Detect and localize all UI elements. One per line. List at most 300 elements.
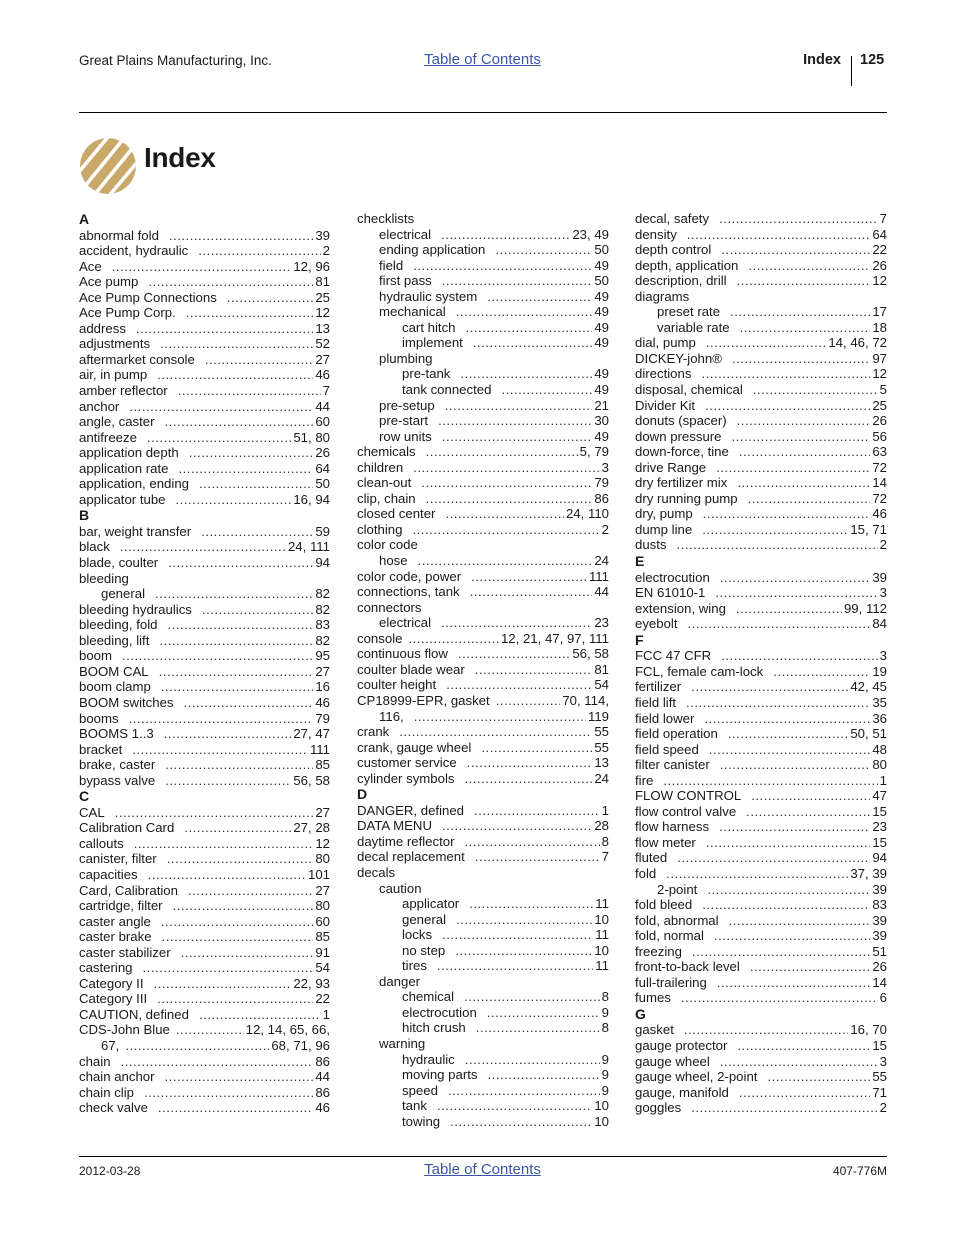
index-entry xyxy=(357,615,609,631)
index-entry xyxy=(357,974,609,990)
index-entry xyxy=(357,537,609,553)
index-entry-term: fluted xyxy=(635,850,668,866)
index-entry xyxy=(79,602,330,618)
leader-dots xyxy=(739,444,871,460)
index-letter-heading: B xyxy=(79,507,90,524)
index-entry-pages: 82 xyxy=(315,601,330,617)
index-entry-term: color code xyxy=(357,537,418,553)
index-entry-term: FCL, female cam-lock xyxy=(635,663,764,679)
index-entry xyxy=(357,522,609,538)
index-entry xyxy=(357,1083,609,1099)
index-entry-term: no step xyxy=(402,942,446,958)
index-entry-pages: 44 xyxy=(315,1069,330,1085)
leader-dots xyxy=(469,896,593,912)
leader-dots xyxy=(178,383,321,399)
index-entry xyxy=(79,898,330,914)
leader-dots xyxy=(165,773,291,789)
index-entry-term: check valve xyxy=(79,1100,148,1116)
index-entry xyxy=(79,617,330,633)
leader-dots xyxy=(158,1100,313,1116)
index-entry xyxy=(79,695,330,711)
leader-dots xyxy=(704,711,870,727)
index-entry xyxy=(79,321,330,337)
index-entry xyxy=(79,976,330,992)
leader-dots xyxy=(739,1085,870,1101)
index-entry-pages: 80 xyxy=(315,851,330,867)
index-entry-term: fold xyxy=(635,865,657,881)
index-entry-term: BOOM switches xyxy=(79,694,174,710)
leader-dots xyxy=(445,506,564,522)
index-entry xyxy=(79,836,330,852)
index-entry xyxy=(635,258,887,274)
index-entry-pages: 39 xyxy=(872,881,887,897)
leader-dots xyxy=(125,1038,269,1054)
index-entry-pages: 42, 45 xyxy=(850,679,887,695)
index-entry-pages: 27, 28 xyxy=(293,820,330,836)
leader-dots xyxy=(426,444,578,460)
index-entry-pages: 18 xyxy=(872,319,887,335)
index-entry xyxy=(635,398,887,414)
index-entry xyxy=(357,351,609,367)
index-entry-pages: 82 xyxy=(315,632,330,648)
leader-dots xyxy=(148,867,306,883)
index-entry xyxy=(635,679,887,695)
leader-dots xyxy=(474,803,600,819)
index-entry-term: freezing xyxy=(635,943,682,959)
index-entry-pages: 55 xyxy=(594,724,609,740)
index-entry xyxy=(357,273,609,289)
index-entry xyxy=(79,336,330,352)
index-entry xyxy=(357,475,609,491)
leader-dots xyxy=(161,679,313,695)
index-entry xyxy=(357,631,609,647)
index-entry-pages: 12 xyxy=(872,366,887,382)
index-entry-pages: 68, 71, 96 xyxy=(271,1037,330,1053)
index-entry xyxy=(357,677,609,693)
index-entry xyxy=(79,991,330,1007)
index-entry xyxy=(357,289,609,305)
index-entry-term: flow harness xyxy=(635,819,710,835)
index-entry-pages: 50 xyxy=(315,476,330,492)
index-entry-pages: 44 xyxy=(594,584,609,600)
leader-dots xyxy=(199,1007,321,1023)
leader-dots xyxy=(446,677,592,693)
leader-dots xyxy=(176,1022,244,1038)
index-entry xyxy=(79,274,330,290)
leader-dots xyxy=(188,883,313,899)
leader-dots xyxy=(120,539,286,555)
index-entry xyxy=(635,850,887,866)
index-entry-pages: 56, 58 xyxy=(572,646,609,662)
index-entry-term: hydraulic system xyxy=(379,288,478,304)
leader-dots xyxy=(709,742,871,758)
leader-dots xyxy=(445,398,593,414)
index-entry-pages: 7 xyxy=(879,211,887,226)
index-entry-pages: 28 xyxy=(594,818,609,834)
index-entry xyxy=(635,866,887,882)
header-divider xyxy=(851,56,852,86)
great-plains-logo-icon xyxy=(79,137,137,195)
top-rule xyxy=(79,112,887,113)
index-entry-term: FCC 47 CFR xyxy=(635,648,712,664)
index-entry-pages: 49 xyxy=(594,428,609,444)
index-entry-pages: 79 xyxy=(594,475,609,491)
index-entry-pages: 79 xyxy=(315,710,330,726)
index-entry-term: caster brake xyxy=(79,929,152,945)
index-entry-term: 116, xyxy=(379,708,404,724)
index-entry-pages: 13 xyxy=(594,755,609,771)
index-entry xyxy=(79,851,330,867)
index-entry-pages: 12 xyxy=(315,305,330,321)
index-entry xyxy=(357,429,609,445)
footer-doc-number: 407-776M xyxy=(832,1164,887,1178)
index-entry-pages: 27 xyxy=(315,882,330,898)
header-toc-link[interactable]: Table of Contents xyxy=(424,51,541,68)
index-entry-term: field speed xyxy=(635,741,699,757)
index-entry-term: tank connected xyxy=(402,382,492,398)
leader-dots xyxy=(129,399,313,415)
index-entry-term: clean-out xyxy=(357,475,412,491)
leader-dots xyxy=(736,601,842,617)
index-entry-term: console xyxy=(357,630,403,646)
index-entry xyxy=(635,742,887,758)
index-entry-pages: 52 xyxy=(315,336,330,352)
index-entry-term: bracket xyxy=(79,741,123,757)
index-entry-pages: 44 xyxy=(315,398,330,414)
leader-dots xyxy=(481,740,592,756)
index-entry-term: angle, caster xyxy=(79,414,155,430)
index-entry-pages: 119 xyxy=(587,708,609,724)
index-entry-term: Card, Calibration xyxy=(79,882,178,898)
leader-dots xyxy=(154,976,292,992)
index-entry-pages: 26 xyxy=(872,413,887,429)
index-entry-pages: 49 xyxy=(594,382,609,398)
leader-dots xyxy=(728,726,848,742)
index-entry-term: decals xyxy=(357,864,396,880)
index-entry-term: general xyxy=(101,586,145,602)
index-entry-term: filter canister xyxy=(635,757,710,773)
index-entry-term: chemicals xyxy=(357,444,416,460)
index-entry xyxy=(79,1100,330,1116)
index-entry-term: fire xyxy=(635,772,654,788)
index-entry-pages: 26 xyxy=(872,959,887,975)
index-entry xyxy=(357,444,609,460)
index-entry-pages: 54 xyxy=(315,960,330,976)
index-entry-term: DATA MENU xyxy=(357,818,432,834)
index-entry xyxy=(635,491,887,507)
index-entry xyxy=(357,600,609,616)
index-entry-term: aftermarket console xyxy=(79,351,195,367)
index-entry xyxy=(635,366,887,382)
index-entry-term: down pressure xyxy=(635,428,722,444)
index-entry-term: gasket xyxy=(635,1022,674,1038)
index-entry-term: donuts (spacer) xyxy=(635,413,727,429)
index-entry-pages: 10 xyxy=(594,911,609,927)
index-entry xyxy=(79,367,330,383)
index-entry-pages: 11 xyxy=(595,896,609,912)
index-entry xyxy=(635,897,887,913)
index-entry-pages: 97 xyxy=(872,350,887,366)
leader-dots xyxy=(686,695,870,711)
index-entry xyxy=(635,711,887,727)
index-entry-pages: 27 xyxy=(315,351,330,367)
index-entry-pages: 72 xyxy=(872,490,887,506)
index-entry xyxy=(635,835,887,851)
index-entry-pages: 16 xyxy=(315,679,330,695)
index-entry xyxy=(357,958,609,974)
index-entry-pages: 6 xyxy=(879,990,887,1006)
index-entry-term: air, in pump xyxy=(79,367,148,383)
leader-dots xyxy=(143,960,314,976)
index-entry xyxy=(79,883,330,899)
index-entry xyxy=(635,1100,887,1116)
index-entry-term: pre-tank xyxy=(402,366,451,382)
index-entry-term: caution xyxy=(379,880,422,896)
index-entry xyxy=(79,461,330,477)
index-entry-term: warning xyxy=(379,1035,426,1051)
index-entry xyxy=(635,616,887,632)
leader-dots xyxy=(450,1114,592,1130)
leader-dots xyxy=(715,585,877,601)
index-entry-term: boom clamp xyxy=(79,679,151,695)
index-entry xyxy=(357,569,609,585)
index-entry-pages: 19 xyxy=(872,663,887,679)
index-entry-term: extension, wing xyxy=(635,600,726,616)
index-entry xyxy=(79,929,330,945)
index-entry-term: density xyxy=(635,226,677,242)
leader-dots xyxy=(740,320,871,336)
index-entry-pages: 64 xyxy=(315,460,330,476)
index-entry-pages: 5 xyxy=(879,382,887,398)
leader-dots xyxy=(705,398,870,414)
index-entry-pages: 56, 58 xyxy=(293,772,330,788)
leader-dots xyxy=(186,305,314,321)
leader-dots xyxy=(421,475,592,491)
index-entry-term: customer service xyxy=(357,755,457,771)
leader-dots xyxy=(702,522,848,538)
index-entry-term: bleeding, fold xyxy=(79,617,158,633)
index-entry-term: boom xyxy=(79,648,112,664)
leader-dots xyxy=(720,757,871,773)
index-entry-pages: 15 xyxy=(872,834,887,850)
leader-dots xyxy=(732,351,870,367)
index-entry-term: Ace pump xyxy=(79,274,139,290)
leader-dots xyxy=(162,929,314,945)
index-entry-pages: 85 xyxy=(315,757,330,773)
index-entry-pages: 46 xyxy=(315,694,330,710)
index-entry-term: depth, application xyxy=(635,257,739,273)
leader-dots xyxy=(730,304,870,320)
index-entry xyxy=(357,242,609,258)
index-entry-pages: 39 xyxy=(872,569,887,585)
index-entry-pages: 11 xyxy=(595,958,609,974)
index-entry-term: mechanical xyxy=(379,304,446,320)
leader-dots xyxy=(737,413,871,429)
index-entry-term: hydraulic xyxy=(402,1051,455,1067)
index-letter-heading: G xyxy=(635,1005,646,1022)
index-entry-pages: 14 xyxy=(872,974,887,990)
index-entry-pages: 55 xyxy=(594,739,609,755)
index-entry-pages: 12 xyxy=(872,273,887,289)
leader-dots xyxy=(465,1052,600,1068)
leader-dots xyxy=(164,726,292,742)
index-entry xyxy=(79,805,330,821)
index-entry xyxy=(357,818,609,834)
index-entry-pages: 16, 70 xyxy=(850,1022,887,1038)
index-entry xyxy=(357,227,609,243)
index-entry xyxy=(357,662,609,678)
index-entry xyxy=(79,430,330,446)
header-page-number: 125 xyxy=(860,52,885,68)
leader-dots xyxy=(466,320,593,336)
leader-dots xyxy=(471,569,587,585)
index-entry xyxy=(635,522,887,538)
index-entry xyxy=(635,882,887,898)
index-entry-term: description, drill xyxy=(635,273,727,289)
index-column-2 xyxy=(357,211,609,1129)
index-entry-term: FLOW CONTROL xyxy=(635,788,742,804)
index-entry xyxy=(357,1005,609,1021)
index-entry-pages: 3 xyxy=(601,459,609,475)
index-entry xyxy=(79,1069,330,1085)
index-entry-term: BOOM CAL xyxy=(79,663,149,679)
index-entry-pages: 3 xyxy=(879,585,887,601)
index-entry-term: locks xyxy=(402,927,433,943)
index-entry xyxy=(79,960,330,976)
index-entry xyxy=(635,289,887,305)
leader-dots xyxy=(748,258,870,274)
index-entry-pages: 14, 46, 72 xyxy=(828,335,887,351)
leader-dots xyxy=(737,273,871,289)
index-entry xyxy=(79,1007,330,1023)
index-entry-term: drive Range xyxy=(635,459,707,475)
index-entry xyxy=(357,258,609,274)
index-entry-term: gauge wheel xyxy=(635,1053,710,1069)
index-entry xyxy=(635,757,887,773)
index-entry-pages: 59 xyxy=(315,523,330,539)
index-entry-term: daytime reflector xyxy=(357,833,455,849)
index-entry xyxy=(357,584,609,600)
index-entry-pages: 5, 79 xyxy=(579,444,609,460)
index-entry-term: connections, tank xyxy=(357,584,460,600)
index-entry xyxy=(357,506,609,522)
index-entry-pages: 49 xyxy=(594,366,609,382)
index-entry-pages: 27 xyxy=(315,804,330,820)
index-entry xyxy=(79,711,330,727)
index-entry xyxy=(79,383,330,399)
index-entry-term: chain clip xyxy=(79,1084,134,1100)
footer-toc-link[interactable]: Table of Contents xyxy=(424,1161,541,1178)
leader-dots xyxy=(487,289,592,305)
leader-dots xyxy=(691,1100,877,1116)
index-entry xyxy=(357,709,609,725)
index-entry-term: booms xyxy=(79,710,119,726)
index-entry-term: brake, caster xyxy=(79,757,156,773)
leader-dots xyxy=(501,382,592,398)
index-entry xyxy=(635,944,887,960)
leader-dots xyxy=(438,413,592,429)
index-entry-term: CP18999-EPR, gasket xyxy=(357,692,490,708)
index-entry xyxy=(357,834,609,850)
leader-dots xyxy=(456,304,593,320)
index-entry-term: electrocution xyxy=(635,569,710,585)
index-entry xyxy=(635,1054,887,1070)
leader-dots xyxy=(199,476,313,492)
index-entry-term: applicator xyxy=(402,896,460,912)
index-entry-pages: 9 xyxy=(601,1004,609,1020)
index-entry-pages: 30 xyxy=(594,413,609,429)
leader-dots xyxy=(666,866,848,882)
index-entry xyxy=(79,773,330,789)
index-entry-term: fold bleed xyxy=(635,897,693,913)
index-entry-pages: 22 xyxy=(315,991,330,1007)
index-entry-term: goggles xyxy=(635,1100,682,1116)
index-entry-pages: 72 xyxy=(872,459,887,475)
leader-dots xyxy=(148,274,313,290)
index-entry-term: amber reflector xyxy=(79,383,168,399)
index-entry-term: first pass xyxy=(379,273,432,289)
index-entry-pages: 23, 49 xyxy=(572,226,609,242)
index-entry-term: coulter blade wear xyxy=(357,661,465,677)
leader-dots xyxy=(464,771,592,787)
leader-dots xyxy=(746,804,870,820)
index-entry-pages: 2 xyxy=(879,1100,887,1116)
index-entry xyxy=(79,539,330,555)
index-entry-term: coulter height xyxy=(357,677,437,693)
index-entry-pages: 25 xyxy=(872,397,887,413)
index-entry-pages: 2 xyxy=(601,521,609,537)
index-entry-term: application depth xyxy=(79,445,179,461)
index-entry-term: capacities xyxy=(79,866,138,882)
index-entry-pages: 86 xyxy=(315,1084,330,1100)
index-entry-term: closed center xyxy=(357,506,436,522)
index-entry-pages: 56 xyxy=(872,428,887,444)
index-entry xyxy=(357,724,609,740)
index-entry-pages: 85 xyxy=(315,929,330,945)
index-entry-term: Divider Kit xyxy=(635,397,696,413)
index-entry-pages: 10 xyxy=(594,1098,609,1114)
index-entry xyxy=(635,990,887,1006)
index-entry-term: dump line xyxy=(635,521,693,537)
index-entry-pages: 60 xyxy=(315,913,330,929)
leader-dots xyxy=(677,850,870,866)
index-entry-pages: 111 xyxy=(309,741,330,757)
index-entry xyxy=(635,913,887,929)
index-entry xyxy=(357,943,609,959)
index-entry xyxy=(635,928,887,944)
index-entry-pages: 17 xyxy=(872,304,887,320)
index-entry-term: bleeding hydraulics xyxy=(79,601,192,617)
index-entry xyxy=(79,726,330,742)
index-entry xyxy=(635,648,887,664)
leader-dots xyxy=(157,367,313,383)
index-entry-term: callouts xyxy=(79,835,124,851)
index-entry xyxy=(635,242,887,258)
leader-dots xyxy=(751,788,870,804)
leader-dots xyxy=(475,849,600,865)
index-entry xyxy=(79,399,330,415)
index-entry-term: continuous flow xyxy=(357,646,448,662)
index-entry-pages: 86 xyxy=(315,1053,330,1069)
index-entry xyxy=(635,788,887,804)
index-entry-term: disposal, chemical xyxy=(635,382,743,398)
leader-dots xyxy=(441,615,592,631)
index-entry-pages: 14 xyxy=(872,475,887,491)
leader-dots xyxy=(487,1005,600,1021)
index-entry-pages: 23 xyxy=(872,819,887,835)
leader-dots xyxy=(442,273,593,289)
index-entry xyxy=(357,740,609,756)
